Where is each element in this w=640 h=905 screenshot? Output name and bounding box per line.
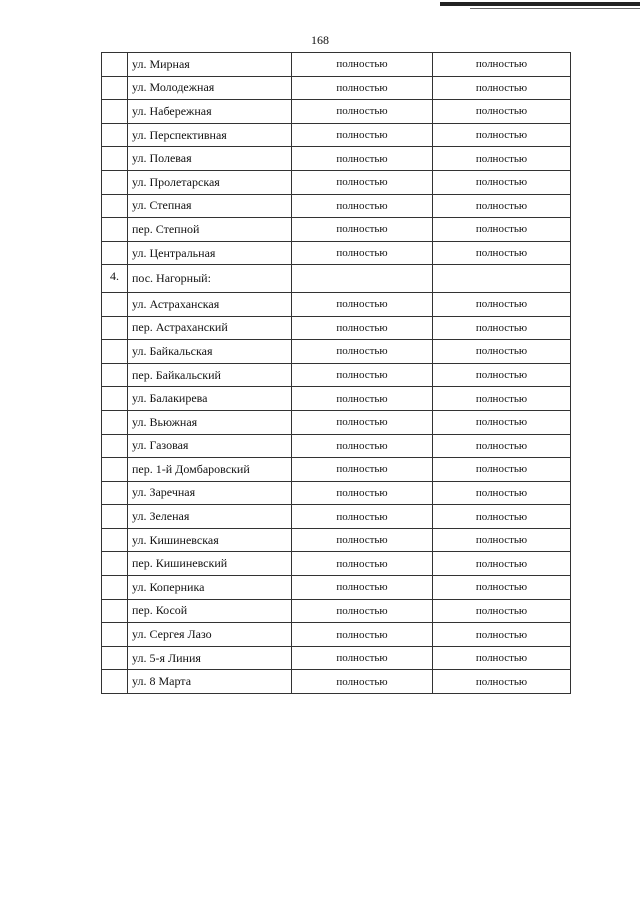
coverage-status-a: полностью bbox=[292, 623, 433, 647]
coverage-status-b: полностью bbox=[433, 147, 571, 171]
table-row bbox=[102, 340, 571, 364]
street-name: ул. Пролетарская bbox=[128, 170, 292, 194]
row-number bbox=[102, 241, 128, 265]
coverage-status-a: полностью bbox=[292, 646, 433, 670]
table-row bbox=[102, 100, 571, 124]
street-name: пер. Астраханский bbox=[128, 316, 292, 340]
street-name: ул. Байкальская bbox=[128, 340, 292, 364]
table-row bbox=[102, 434, 571, 458]
coverage-status-b: полностью bbox=[433, 218, 571, 242]
coverage-status-b: полностью bbox=[433, 434, 571, 458]
street-name: пер. Кишиневский bbox=[128, 552, 292, 576]
coverage-status-a: полностью bbox=[292, 316, 433, 340]
row-number bbox=[102, 123, 128, 147]
street-name: ул. Мирная bbox=[128, 53, 292, 77]
row-number bbox=[102, 528, 128, 552]
coverage-status-a: полностью bbox=[292, 670, 433, 694]
table-row bbox=[102, 410, 571, 434]
coverage-status-b: полностью bbox=[433, 576, 571, 600]
street-name: ул. Молодежная bbox=[128, 76, 292, 100]
table-row bbox=[102, 458, 571, 482]
street-name: ул. Астраханская bbox=[128, 292, 292, 316]
table-row bbox=[102, 170, 571, 194]
table-row bbox=[102, 53, 571, 77]
table-row bbox=[102, 670, 571, 694]
table-row bbox=[102, 505, 571, 529]
row-number bbox=[102, 646, 128, 670]
coverage-status-b: полностью bbox=[433, 53, 571, 77]
table-row bbox=[102, 123, 571, 147]
coverage-status-a: полностью bbox=[292, 481, 433, 505]
coverage-status-b: полностью bbox=[433, 599, 571, 623]
header-rule-thin bbox=[470, 8, 640, 9]
coverage-status-b: полностью bbox=[433, 76, 571, 100]
street-name: пер. Степной bbox=[128, 218, 292, 242]
street-name: ул. Сергея Лазо bbox=[128, 623, 292, 647]
coverage-status-b: полностью bbox=[433, 316, 571, 340]
street-name: пос. Нагорный: bbox=[128, 265, 292, 293]
street-name: ул. Степная bbox=[128, 194, 292, 218]
row-number bbox=[102, 599, 128, 623]
coverage-status-b: полностью bbox=[433, 387, 571, 411]
row-number: 4. bbox=[102, 265, 128, 293]
street-name: ул. Перспективная bbox=[128, 123, 292, 147]
row-number bbox=[102, 53, 128, 77]
coverage-status-a: полностью bbox=[292, 576, 433, 600]
row-number bbox=[102, 410, 128, 434]
table-row bbox=[102, 292, 571, 316]
coverage-status-a: полностью bbox=[292, 147, 433, 171]
street-name: пер. Байкальский bbox=[128, 363, 292, 387]
coverage-status-b: полностью bbox=[433, 670, 571, 694]
coverage-status-a: полностью bbox=[292, 410, 433, 434]
coverage-status-a: полностью bbox=[292, 170, 433, 194]
table-row bbox=[102, 481, 571, 505]
coverage-status-a: полностью bbox=[292, 505, 433, 529]
street-name: ул. 8 Марта bbox=[128, 670, 292, 694]
coverage-status-b: полностью bbox=[433, 292, 571, 316]
row-number bbox=[102, 340, 128, 364]
row-number bbox=[102, 170, 128, 194]
street-name: ул. Полевая bbox=[128, 147, 292, 171]
row-number bbox=[102, 292, 128, 316]
streets-table bbox=[101, 52, 571, 694]
coverage-status-b: полностью bbox=[433, 363, 571, 387]
table-row bbox=[102, 552, 571, 576]
streets-table-body bbox=[102, 53, 571, 694]
coverage-status-a: полностью bbox=[292, 194, 433, 218]
street-name: ул. Набережная bbox=[128, 100, 292, 124]
table-row bbox=[102, 599, 571, 623]
row-number bbox=[102, 670, 128, 694]
table-row bbox=[102, 76, 571, 100]
table-row bbox=[102, 528, 571, 552]
coverage-status-b: полностью bbox=[433, 241, 571, 265]
table-row bbox=[102, 363, 571, 387]
coverage-status-a bbox=[292, 265, 433, 293]
street-name: ул. Зеленая bbox=[128, 505, 292, 529]
street-name: пер. Косой bbox=[128, 599, 292, 623]
table-row bbox=[102, 576, 571, 600]
coverage-status-a: полностью bbox=[292, 123, 433, 147]
row-number bbox=[102, 387, 128, 411]
coverage-status-b: полностью bbox=[433, 170, 571, 194]
row-number bbox=[102, 316, 128, 340]
coverage-status-b: полностью bbox=[433, 100, 571, 124]
coverage-status-a: полностью bbox=[292, 458, 433, 482]
coverage-status-b: полностью bbox=[433, 123, 571, 147]
row-number bbox=[102, 576, 128, 600]
street-name: ул. Газовая bbox=[128, 434, 292, 458]
street-name: ул. Кишиневская bbox=[128, 528, 292, 552]
coverage-status-b: полностью bbox=[433, 458, 571, 482]
street-name: пер. 1-й Домбаровский bbox=[128, 458, 292, 482]
table-row bbox=[102, 147, 571, 171]
coverage-status-a: полностью bbox=[292, 292, 433, 316]
street-name: ул. Центральная bbox=[128, 241, 292, 265]
table-row bbox=[102, 623, 571, 647]
coverage-status-b: полностью bbox=[433, 340, 571, 364]
coverage-status-a: полностью bbox=[292, 434, 433, 458]
table-row bbox=[102, 241, 571, 265]
coverage-status-a: полностью bbox=[292, 76, 433, 100]
coverage-status-a: полностью bbox=[292, 363, 433, 387]
row-number bbox=[102, 481, 128, 505]
header-rule bbox=[440, 2, 640, 6]
row-number bbox=[102, 552, 128, 576]
coverage-status-b: полностью bbox=[433, 528, 571, 552]
row-number bbox=[102, 194, 128, 218]
coverage-status-a: полностью bbox=[292, 218, 433, 242]
row-number bbox=[102, 363, 128, 387]
coverage-status-b: полностью bbox=[433, 646, 571, 670]
table-row bbox=[102, 265, 571, 293]
coverage-status-a: полностью bbox=[292, 387, 433, 411]
row-number bbox=[102, 458, 128, 482]
street-name: ул. Заречная bbox=[128, 481, 292, 505]
coverage-status-b: полностью bbox=[433, 623, 571, 647]
coverage-status-b: полностью bbox=[433, 410, 571, 434]
coverage-status-a: полностью bbox=[292, 599, 433, 623]
row-number bbox=[102, 147, 128, 171]
coverage-status-b: полностью bbox=[433, 194, 571, 218]
row-number bbox=[102, 218, 128, 242]
street-name: ул. Вьюжная bbox=[128, 410, 292, 434]
coverage-status-a: полностью bbox=[292, 528, 433, 552]
row-number bbox=[102, 623, 128, 647]
coverage-status-b: полностью bbox=[433, 505, 571, 529]
coverage-status-b: полностью bbox=[433, 552, 571, 576]
table-row bbox=[102, 316, 571, 340]
row-number bbox=[102, 100, 128, 124]
coverage-status-b: полностью bbox=[433, 481, 571, 505]
coverage-status-a: полностью bbox=[292, 552, 433, 576]
coverage-status-a: полностью bbox=[292, 100, 433, 124]
row-number bbox=[102, 434, 128, 458]
table-row bbox=[102, 218, 571, 242]
row-number bbox=[102, 505, 128, 529]
table-row bbox=[102, 646, 571, 670]
street-name: ул. Коперника bbox=[128, 576, 292, 600]
table-row bbox=[102, 194, 571, 218]
row-number bbox=[102, 76, 128, 100]
street-name: ул. Балакирева bbox=[128, 387, 292, 411]
page-number: 168 bbox=[311, 33, 329, 47]
coverage-status-a: полностью bbox=[292, 241, 433, 265]
street-name: ул. 5-я Линия bbox=[128, 646, 292, 670]
coverage-status-a: полностью bbox=[292, 53, 433, 77]
coverage-status-b bbox=[433, 265, 571, 293]
coverage-status-a: полностью bbox=[292, 340, 433, 364]
table-row bbox=[102, 387, 571, 411]
